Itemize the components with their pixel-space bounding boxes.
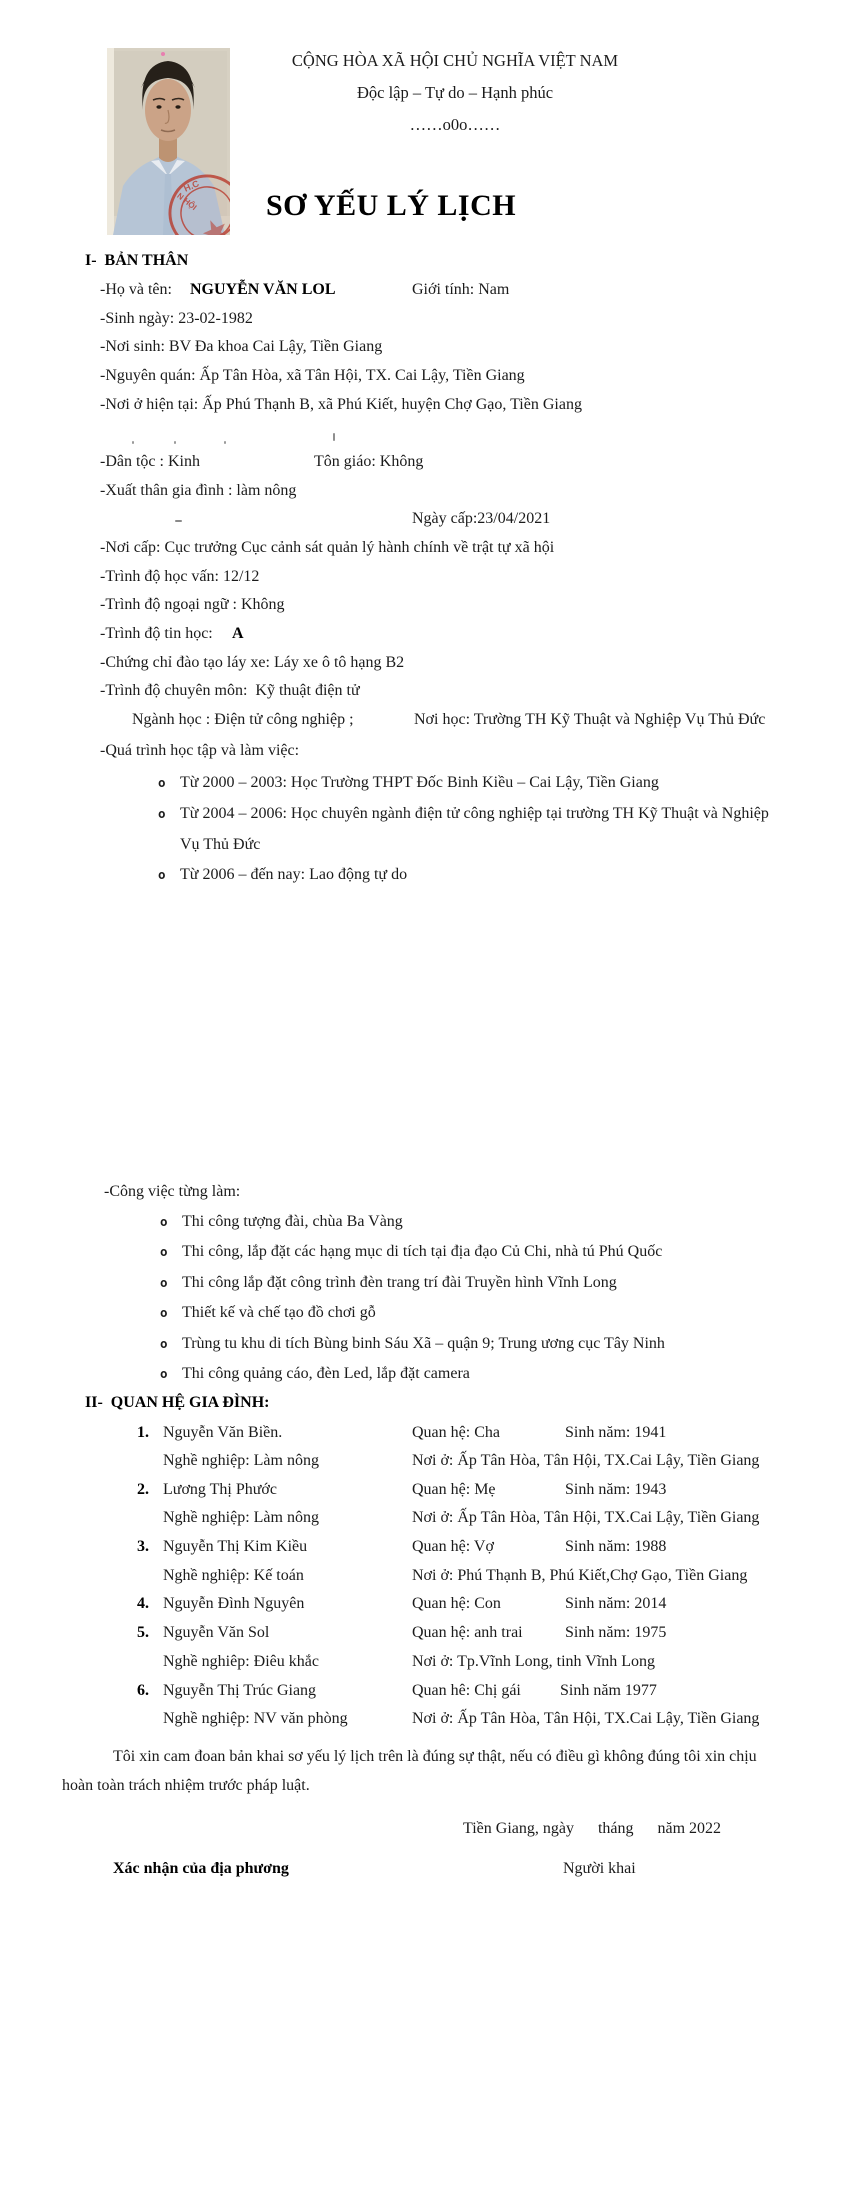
date-place-line: Tiền Giang, ngày tháng năm 2022 xyxy=(463,1820,722,1837)
field-birthplace: -Nơi sinh: BV Đa khoa Cai Lậy, Tiền Giang xyxy=(100,338,383,355)
member-name: Lương Thị Phước xyxy=(163,1481,277,1498)
bullet-icon: o xyxy=(160,1336,168,1351)
declaration-line-1: Tôi xin cam đoan bản khai sơ yếu lý lịch trên là đúng sự thật, nếu có điều gì không đúng tôi xin chịu xyxy=(113,1748,757,1765)
field-education-level: -Trình độ học vấn: 12/12 xyxy=(100,568,260,585)
member-relation: Quan hệ: Con xyxy=(412,1595,501,1612)
member-number: 3. xyxy=(137,1538,149,1555)
member-address: Nơi ở: Tp.Vĩnh Long, tinh Vĩnh Long xyxy=(412,1653,655,1670)
member-relation: Quan hê: Chị gái xyxy=(412,1682,521,1699)
member-relation: Quan hệ: Vợ xyxy=(412,1538,494,1555)
member-address: Nơi ở: Ấp Tân Hòa, Tân Hội, TX.Cai Lậy, Tiền Giang xyxy=(412,1710,760,1727)
member-birth-year: Sinh năm: 1975 xyxy=(565,1624,667,1641)
declaration-line-2: hoàn toàn trách nhiệm trước pháp luật. xyxy=(62,1777,310,1794)
national-motto: Độc lập – Tự do – Hạnh phúc xyxy=(356,83,554,102)
job-item-text: Thi công lắp đặt công trình đèn trang trí đài Truyền hình Vĩnh Long xyxy=(182,1274,617,1291)
national-header: CỘNG HÒA XÃ HỘI CHỦ NGHĨA VIỆT NAM xyxy=(291,51,619,70)
member-birth-year: Sinh năm: 1943 xyxy=(565,1481,667,1498)
id-issue-date-value: Ngày cấp:23/04/2021 xyxy=(412,510,551,527)
bullet-icon: o xyxy=(160,1275,168,1290)
member-name: Nguyễn Văn Sol xyxy=(163,1624,270,1641)
it-value: A xyxy=(232,625,244,642)
erased-dash-artifact xyxy=(175,520,182,522)
field-residence: -Nơi ở hiện tại: Ấp Phú Thạnh B, xã Phú Kiết, huyện Chợ Gạo, Tiền Giang xyxy=(100,396,582,413)
member-birth-year: Sinh năm: 2014 xyxy=(565,1595,667,1612)
job-item-text: Trùng tu khu di tích Bùng binh Sáu Xã – quận 9; Trung ương cục Tây Ninh xyxy=(182,1335,665,1352)
member-job: Nghề nghiệp: Kế toán xyxy=(163,1567,304,1584)
gender-value: Giới tính: Nam xyxy=(412,281,510,298)
member-number: 5. xyxy=(137,1624,149,1641)
stamp-text-2: N HỘI xyxy=(175,191,199,213)
member-number: 1. xyxy=(137,1424,149,1441)
member-birth-year: Sinh năm: 1941 xyxy=(565,1424,667,1441)
religion-value: Tôn giáo: Không xyxy=(314,453,424,470)
member-relation: Quan hệ: Cha xyxy=(412,1424,500,1441)
job-item-text: Thi công quảng cáo, đèn Led, lắp đặt camera xyxy=(182,1365,470,1382)
member-number: 4. xyxy=(137,1595,149,1612)
field-specialty: -Trình độ chuyên môn: Kỹ thuật điện tử xyxy=(100,682,360,699)
member-name: Nguyễn Thị Kim Kiều xyxy=(163,1538,308,1555)
member-birth-year: Sinh năm 1977 xyxy=(560,1682,657,1699)
bullet-icon: o xyxy=(158,775,166,790)
declarant-label: Người khai xyxy=(563,1860,636,1877)
member-number: 6. xyxy=(137,1682,149,1699)
history-item-text: Từ 2004 – 2006: Học chuyên ngành điện tử công nghiệp tại trường TH Kỹ Thuật và Nghiệp xyxy=(180,805,769,822)
section-1-heading: I- BẢN THÂN xyxy=(85,252,189,269)
bullet-icon: o xyxy=(158,806,166,821)
history-item xyxy=(0,866,850,940)
signature-row xyxy=(0,1860,850,1934)
field-origin: -Nguyên quán: Ấp Tân Hòa, xã Tân Hội, TX. Cai Lậy, Tiền Giang xyxy=(100,367,525,384)
portrait-photo xyxy=(107,48,230,235)
name-label: -Họ và tên: xyxy=(100,281,180,298)
member-number: 2. xyxy=(137,1481,149,1498)
bullet-icon: o xyxy=(160,1305,168,1320)
family-member-detail-row xyxy=(0,1710,850,1784)
member-job: Nghề nghiệp: Làm nông xyxy=(163,1509,319,1526)
member-name: Nguyễn Văn Biền. xyxy=(163,1424,283,1441)
major-value: Ngành học : Điện tử công nghiệp ; xyxy=(132,711,354,728)
school-value: Nơi học: Trường TH Kỹ Thuật và Nghiệp Vụ Thủ Đức xyxy=(414,711,766,728)
jobs-label: -Công việc từng làm: xyxy=(104,1183,241,1200)
section-2-heading: II- QUAN HỆ GIA ĐÌNH: xyxy=(85,1394,270,1411)
name-value: NGUYỄN VĂN LOL xyxy=(190,281,336,298)
bullet-icon: o xyxy=(160,1214,168,1229)
member-relation: Quan hệ: Mẹ xyxy=(412,1481,496,1498)
history-item-wrap: Vụ Thủ Đức xyxy=(180,836,261,853)
ethnicity-value: -Dân tộc : Kinh xyxy=(100,453,200,470)
portrait-photo-art xyxy=(107,48,230,235)
history-item-text: Từ 2000 – 2003: Học Trường THPT Đốc Binh Kiều – Cai Lậy, Tiền Giang xyxy=(180,774,659,791)
stamp-text: H.C xyxy=(182,178,201,194)
member-address: Nơi ở: Phú Thạnh B, Phú Kiết,Chợ Gạo, Tiền Giang xyxy=(412,1567,748,1584)
field-history-label: -Quá trình học tập và làm việc: xyxy=(100,742,300,759)
local-confirmation-label: Xác nhận của địa phương xyxy=(113,1860,289,1877)
job-item-text: Thiết kế và chế tạo đồ chơi gỗ xyxy=(182,1304,376,1321)
bullet-icon: o xyxy=(160,1366,168,1381)
member-name: Nguyễn Đình Nguyên xyxy=(163,1595,305,1612)
member-job: Nghề nghiệp: NV văn phòng xyxy=(163,1710,348,1727)
member-address: Nơi ở: Ấp Tân Hòa, Tân Hội, TX.Cai Lậy, Tiền Giang xyxy=(412,1452,760,1469)
member-relation: Quan hệ: anh trai xyxy=(412,1624,523,1641)
job-item-text: Thi công tượng đài, chùa Ba Vàng xyxy=(182,1213,403,1230)
job-item-text: Thi công, lắp đặt các hạng mục di tích tại địa đạo Củ Chi, nhà tú Phú Quốc xyxy=(182,1243,663,1260)
field-foreign-language: -Trình độ ngoại ngữ : Không xyxy=(100,596,285,613)
field-id-issue-place: -Nơi cấp: Cục trưởng Cục cảnh sát quản lý hành chính về trật tự xã hội xyxy=(100,539,555,556)
member-birth-year: Sinh năm: 1988 xyxy=(565,1538,667,1555)
bullet-icon: o xyxy=(160,1244,168,1259)
header-divider: ……o0o…… xyxy=(409,115,501,134)
member-name: Nguyễn Thị Trúc Giang xyxy=(163,1682,317,1699)
it-label: -Trình độ tin học: xyxy=(100,625,217,642)
field-driving-cert: -Chứng chỉ đào tạo láy xe: Láy xe ô tô hạng B2 xyxy=(100,654,405,671)
field-family-background: -Xuất thân gia đình : làm nông xyxy=(100,482,297,499)
member-job: Nghề nghiêp: Điêu khắc xyxy=(163,1653,319,1670)
bullet-icon: o xyxy=(158,867,166,882)
member-job: Nghề nghiệp: Làm nông xyxy=(163,1452,319,1469)
member-address: Nơi ở: Ấp Tân Hòa, Tân Hội, TX.Cai Lậy, Tiền Giang xyxy=(412,1509,760,1526)
history-item-text: Từ 2006 – đến nay: Lao động tự do xyxy=(180,866,408,883)
field-dob: -Sinh ngày: 23-02-1982 xyxy=(100,310,253,327)
document-title: SƠ YẾU LÝ LỊCH xyxy=(266,189,517,222)
